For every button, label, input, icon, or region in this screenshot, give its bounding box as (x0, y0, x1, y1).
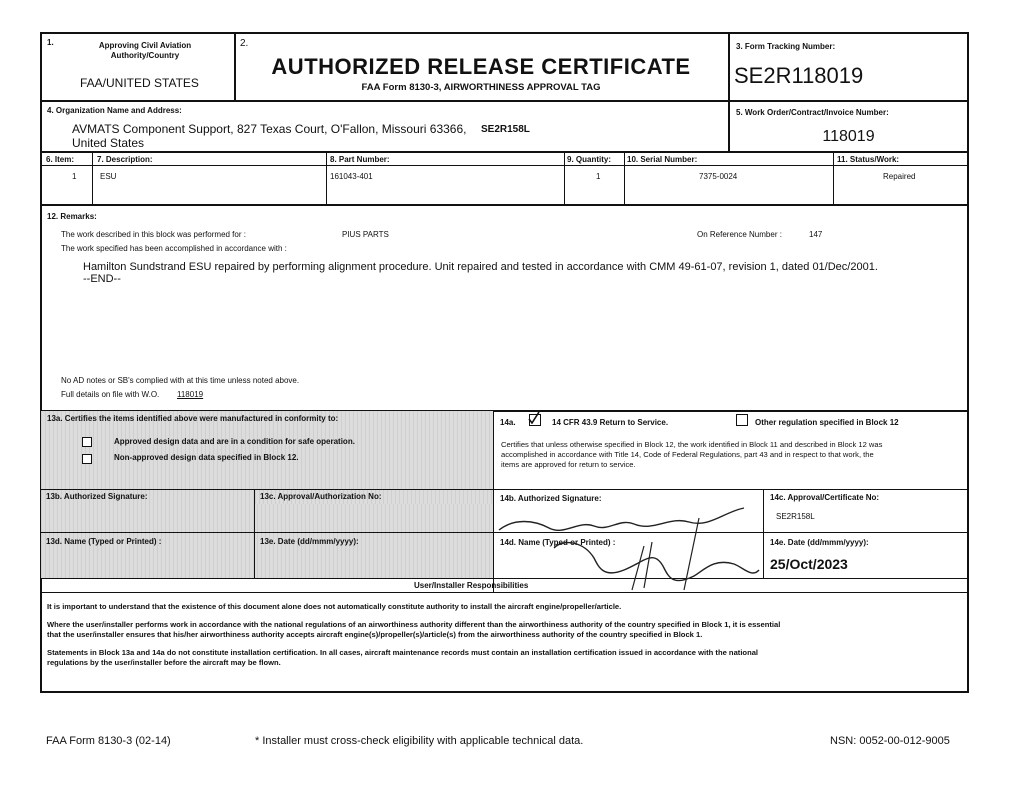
block13e-label: 13e. Date (dd/mmm/yyyy): (260, 537, 359, 546)
block1-title-line2: Authority/Country (110, 51, 180, 60)
org-address-line2: United States (72, 136, 145, 150)
performed-for-value: PIUS PARTS (342, 230, 389, 239)
certification-line1: Certifies that unless otherwise specified in Block 12, the work identified in Block 11 and described in Block 12 was (501, 440, 883, 449)
approved-design-label: Approved design data and are in a condition for safe operation. (114, 437, 355, 446)
full-details-label: Full details on file with W.O. (61, 390, 160, 399)
certification-line2: accomplished in accordance with Title 14, Code of Federal Regulations, part 43 and in respect to that work, the (501, 450, 874, 459)
block12-label: 12. Remarks: (47, 212, 97, 221)
quantity-header: 9. Quantity: (567, 155, 612, 164)
divider-responsibilities (40, 592, 969, 593)
block-13bc-field (41, 504, 493, 532)
form-identifier: FAA Form 8130-3 (02-14) (46, 735, 171, 747)
document-subtitle: FAA Form 8130-3, AIRWORTHINESS APPROVAL TAG (361, 82, 601, 93)
release-date: 25/Oct/2023 (770, 556, 848, 572)
block3-label: 3. Form Tracking Number: (736, 42, 836, 51)
block13d-label: 13d. Name (Typed or Printed) : (46, 537, 162, 546)
org-address-line1: AVMATS Component Support, 827 Texas Court, O'Fallon, Missouri 63366, (72, 122, 467, 136)
block1-authority: FAA/UNITED STATES (80, 76, 199, 90)
divider-header (40, 100, 969, 102)
block5-label: 5. Work Order/Contract/Invoice Number: (736, 108, 889, 117)
item-header: 6. Item: (46, 155, 75, 164)
divider-v-desc (326, 151, 327, 204)
performed-for-label: The work described in this block was performed for : (61, 230, 246, 239)
block14a-label: 14a. (500, 418, 516, 427)
block14d-label: 14d. Name (Typed or Printed) : (500, 538, 616, 547)
quantity-value: 1 (596, 172, 601, 181)
cfr-43-9-checkbox[interactable] (529, 414, 541, 426)
accomplished-label: The work specified has been accomplished in accordance with : (61, 244, 287, 253)
responsibilities-title: User/Installer Responsibilities (414, 581, 529, 590)
responsibilities-paragraph3-line1: Statements in Block 13a and 14a do not constitute installation certification. In all cases, aircraft maintenance records must contain an installation certification issued in accordance with the national (47, 648, 759, 657)
divider-v-part (564, 151, 565, 204)
other-regulation-checkbox[interactable] (736, 414, 748, 426)
ad-note: No AD notes or SB's complied with at this time unless noted above. (61, 376, 300, 385)
block2-number: 2. (240, 38, 249, 49)
nsn-number: NSN: 0052-00-012-9005 (830, 735, 950, 747)
tracking-number: SE2R118019 (734, 63, 864, 88)
block13c-label: 13c. Approval/Authorization No: (260, 492, 382, 501)
serial-number-value: 7375-0024 (699, 172, 738, 181)
block14e-label: 14e. Date (dd/mmm/yyyy): (770, 538, 869, 547)
divider-v-13-shade (254, 489, 255, 578)
block1-title-line1: Approving Civil Aviation (98, 41, 192, 50)
block1-number: 1. (47, 38, 54, 47)
block4-label: 4. Organization Name and Address: (47, 106, 182, 115)
checkmark-icon (528, 412, 540, 424)
divider-item-headers (40, 165, 969, 166)
org-code: SE2R158L (481, 124, 530, 135)
divider-v-serial (833, 151, 834, 204)
status-header: 11. Status/Work: (837, 155, 900, 164)
divider-v-block3 (728, 32, 730, 101)
part-number-header: 8. Part Number: (330, 155, 390, 164)
block14b-label: 14b. Authorized Signature: (500, 494, 602, 503)
remarks-text-line2: --END-- (83, 273, 121, 285)
description-header: 7. Description: (97, 155, 153, 164)
item-value: 1 (72, 172, 77, 181)
block13b-label: 13b. Authorized Signature: (46, 492, 148, 501)
description-value: ESU (100, 172, 117, 181)
cfr-43-9-label: 14 CFR 43.9 Return to Service. (552, 418, 669, 427)
certification-line3: items are approved for return to service. (501, 460, 636, 469)
status-value: Repaired (883, 172, 916, 181)
block14c-label: 14c. Approval/Certificate No: (770, 493, 880, 502)
serial-number-header: 10. Serial Number: (627, 155, 698, 164)
installer-note: * Installer must cross-check eligibility with applicable technical data. (255, 735, 584, 747)
block13a-label: 13a. Certifies the items identified above were manufactured in conformity to: (47, 414, 339, 423)
certificate-number: SE2R158L (776, 512, 815, 521)
remarks-text-line1: Hamilton Sundstrand ESU repaired by performing alignment procedure. Unit repaired and tested in accordance with CMM 49-61-07, revision 1, dated 01/Dec/2001. (83, 261, 878, 273)
non-approved-design-label: Non-approved design data specified in Block 12. (114, 453, 299, 462)
authorized-signature (494, 498, 774, 592)
divider-items (40, 204, 969, 206)
work-order-number: 118019 (822, 128, 875, 145)
responsibilities-paragraph2-line2: that the user/installer ensures that his/her airworthiness authority accepts aircraft engine(s)/propeller(s)/article(s) from the airworthiness authority of the country specified in Block 1. (47, 630, 703, 639)
reference-number-value: 147 (809, 230, 823, 239)
divider-v-qty (624, 151, 625, 204)
reference-number-label: On Reference Number : (697, 230, 782, 239)
non-approved-design-checkbox[interactable] (82, 454, 92, 464)
part-number-value: 161043-401 (330, 172, 373, 181)
other-regulation-label: Other regulation specified in Block 12 (755, 418, 899, 427)
responsibilities-paragraph1: It is important to understand that the existence of this document alone does not automatically constitute authority to install the aircraft engine/propeller/article. (47, 602, 622, 611)
document-title: AUTHORIZED RELEASE CERTIFICATE (271, 54, 691, 79)
responsibilities-paragraph3-line2: regulations by the user/installer before the aircraft may be flown. (47, 658, 281, 667)
responsibilities-paragraph2-line1: Where the user/installer performs work in accordance with the national regulations of an airworthiness authority different than the airworthiness authority of the country specified in Block 1, it is essential (47, 620, 781, 629)
work-order-reference: 118019 (177, 390, 204, 399)
divider-org (40, 151, 969, 153)
approved-design-checkbox[interactable] (82, 437, 92, 447)
divider-v-item (92, 151, 93, 204)
